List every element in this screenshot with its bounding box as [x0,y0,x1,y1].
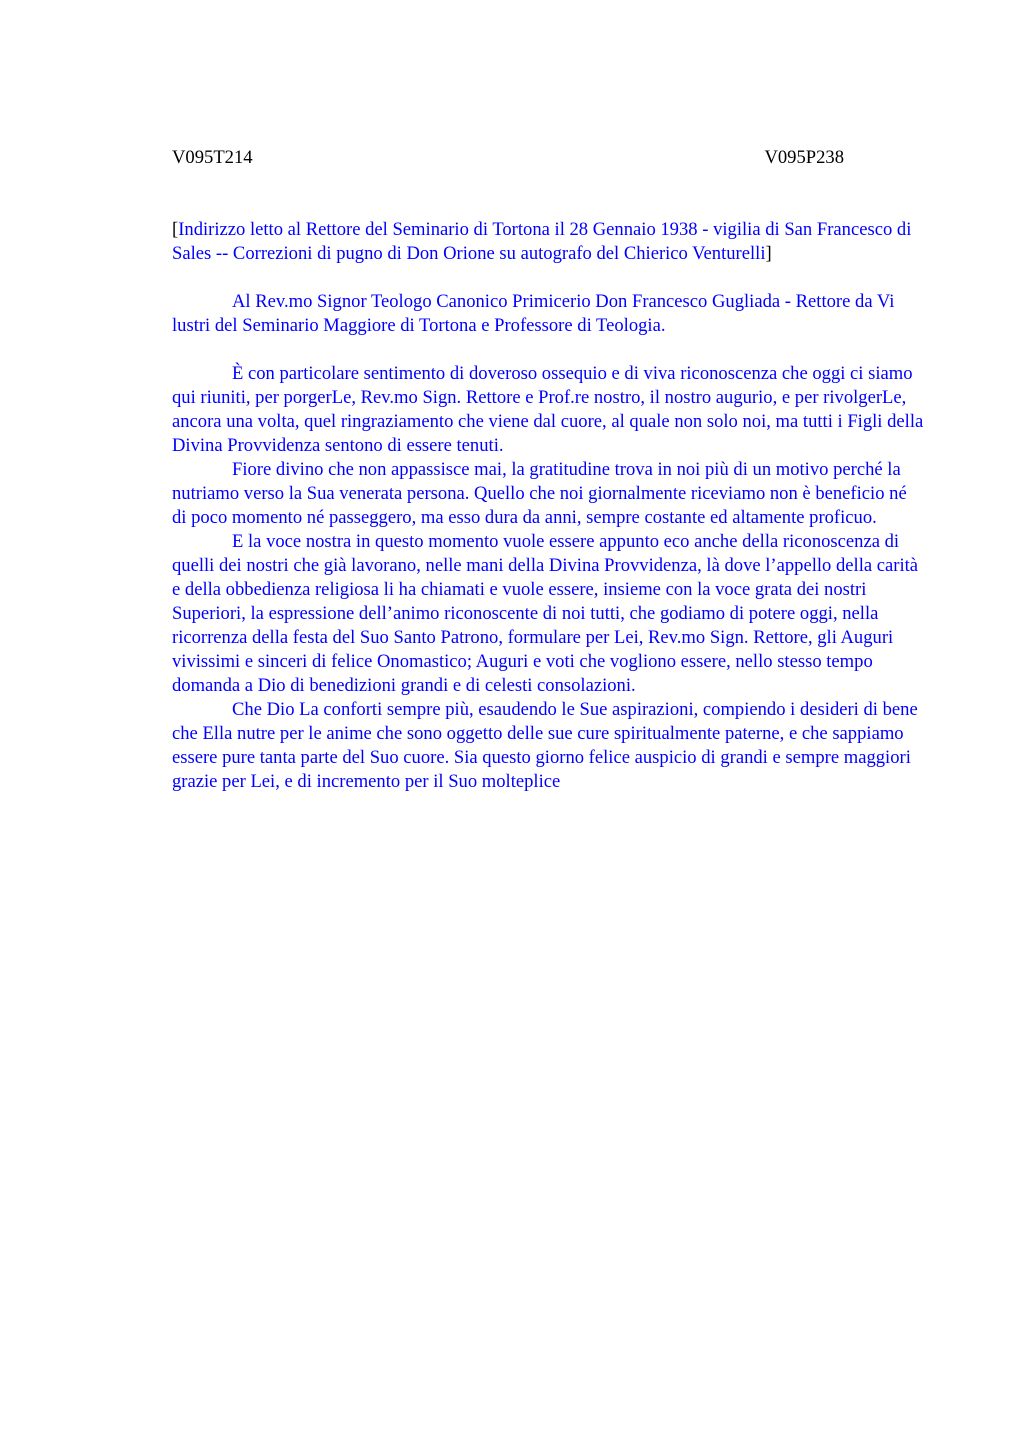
note-open-bracket: [ [172,219,179,240]
page-header [172,146,844,172]
note-text: Indirizzo letto al Rettore del Seminario di Tortona il 28 Gennaio 1938 - vigilia di San Francesco di Sales -- Correzioni di pugno di Don Orione su autografo del Chierico Venturelli [172,219,912,264]
editorial-note [172,218,924,266]
document-code-right: V095P238 [764,147,844,168]
paragraph: E la voce nostra in questo momento vuole essere appunto eco anche della riconoscenza di quelli dei nostri che già lavorano, nelle mani della Divina Provvidenza, là dove l’appello della carità e della obbedienza religiosa li ha chiamati e vuole essere, insieme con la voce grata dei nostri Superiori, la espressione dell’animo riconoscente di noi tutti, che godiamo di potere oggi, nella ricorrenza della festa del Suo Santo Patrono, formulare per Lei, Rev.mo Sign. Rettore, gli Auguri vivissimi e sinceri di felice Onomastico; Auguri e voti che vogliono essere, nello stesso tempo domanda a Dio di benedizioni grandi e di celesti consolazioni. [172,531,919,696]
document-body [172,218,924,794]
note-close-bracket: ] [765,243,772,264]
document-code-left: V095T214 [172,147,253,168]
paragraph: Che Dio La conforti sempre più, esaudendo le Sue aspirazioni, compiendo i desideri di bene che Ella nutre per le anime che sono oggetto delle sue cure spiritualmente paterne, e che sappiamo essere pure tanta parte del Suo cuore. Sia questo giorno felice auspicio di grandi e sempre maggiori grazie per Lei, e di incremento per il Suo molteplice [172,699,918,792]
paragraph: Fiore divino che non appassisce mai, la gratitudine trova in noi più di un motivo perché la nutriamo verso la Sua venerata persona. Quello che noi giornalmente riceviamo non è beneficio né di poco momento né passeggero, ma esso dura da anni, sempre costante ed altamente proficuo. [172,459,907,528]
salutation-address: Al Rev.mo Signor Teologo Canonico Primicerio Don Francesco Gugliada - Rettore da Vi lustri del Seminario Maggiore di Tortona e Professore di Teologia. [172,291,895,336]
paragraph: È con particolare sentimento di doveroso ossequio e di viva riconoscenza che oggi ci siamo qui riuniti, per porgerLe, Rev.mo Sign. Rettore e Prof.re nostro, il nostro augurio, e per rivolgerLe, ancora una volta, quel ringraziamento che viene dal cuore, al quale non solo noi, ma tutti i Figli della Divina Provvidenza sentono di essere tenuti. [172,363,924,456]
